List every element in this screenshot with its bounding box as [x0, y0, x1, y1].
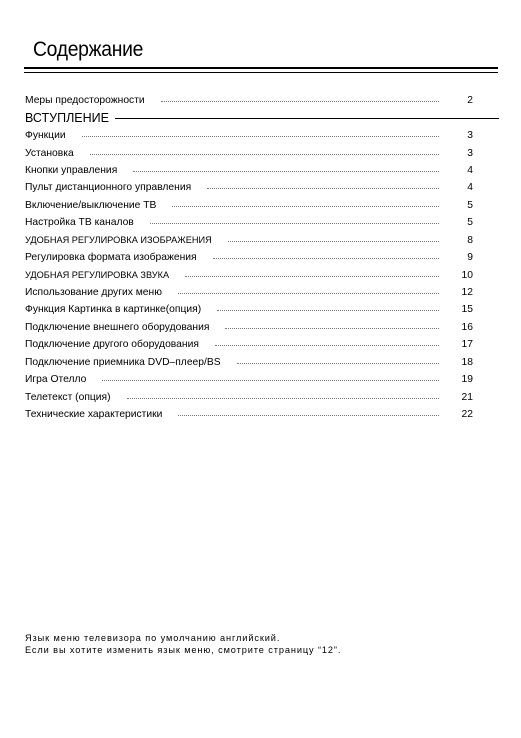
toc-entry-label: Технические характеристики: [25, 409, 163, 421]
toc-page-number: 22: [461, 409, 473, 421]
toc-page-number: 15: [461, 304, 473, 316]
toc-page-number: 5: [467, 199, 473, 211]
toc-section-label: ВСТУПЛЕНИЕ: [25, 111, 109, 126]
toc-entry-label: Меры предосторожности: [25, 95, 145, 107]
footnote-line-1: Язык меню телевизора по умолчанию английский.: [25, 633, 281, 643]
table-of-contents: [25, 92, 473, 423]
toc-entry[interactable]: [25, 127, 473, 144]
toc-dot-leader: [215, 345, 439, 346]
toc-page-number: 9: [467, 252, 473, 264]
toc-entry-label: Игра Отелло: [25, 374, 87, 386]
toc-page-number: 10: [461, 269, 473, 281]
toc-entry-label: Использование других меню: [25, 287, 162, 299]
toc-entry-label: Установка: [25, 147, 74, 159]
toc-entry-label: Включение/выключение ТВ: [25, 199, 157, 211]
toc-entry[interactable]: [25, 301, 473, 318]
toc-dot-leader: [237, 363, 439, 364]
toc-entry[interactable]: [25, 144, 473, 161]
toc-page-number: 3: [467, 130, 473, 142]
toc-page-number: 4: [467, 164, 473, 176]
toc-section-rule: [115, 118, 499, 119]
toc-dot-leader: [213, 258, 439, 259]
toc-entry-label: Кнопки управления: [25, 164, 118, 176]
toc-entry[interactable]: [25, 162, 473, 179]
toc-dot-leader: [133, 171, 439, 172]
toc-dot-leader: [185, 276, 439, 277]
toc-entry[interactable]: [25, 371, 473, 388]
toc-dot-leader: [178, 293, 439, 294]
toc-page-number: 18: [461, 356, 473, 368]
toc-page-number: 2: [467, 95, 473, 107]
toc-page-number: 12: [461, 287, 473, 299]
toc-dot-leader: [172, 206, 439, 207]
toc-entry-label: Пульт дистанционного управления: [25, 182, 192, 194]
toc-entry[interactable]: [25, 266, 473, 283]
toc-entry[interactable]: [25, 179, 473, 196]
toc-entry[interactable]: [25, 232, 473, 249]
toc-page-number: 16: [461, 321, 473, 333]
toc-dot-leader: [102, 380, 439, 381]
toc-section-heading: [25, 109, 473, 126]
toc-entry[interactable]: [25, 388, 473, 405]
toc-page-number: 17: [461, 339, 473, 351]
toc-entry-label: Регулировка формата изображения: [25, 252, 197, 264]
toc-entry-label: Подключение приемника DVD–плеер/BS: [25, 356, 221, 368]
toc-dot-leader: [178, 415, 439, 416]
toc-dot-leader: [82, 136, 439, 137]
toc-entry[interactable]: [25, 284, 473, 301]
footnote: [25, 632, 341, 656]
footnote-line-2: Если вы хотите изменить язык меню, смотрите страницу “12”.: [25, 645, 342, 655]
toc-page-number: 5: [467, 217, 473, 229]
toc-dot-leader: [127, 398, 439, 399]
toc-entry-label: Подключение внешнего оборудования: [25, 321, 210, 333]
toc-entry-label: Подключение другого оборудования: [25, 339, 199, 351]
toc-page-number: 19: [461, 374, 473, 386]
toc-entry-label: УДОБНАЯ РЕГУЛИРОВКА ЗВУКА: [25, 270, 170, 281]
toc-page-number: 21: [461, 391, 473, 403]
toc-page-number: 4: [467, 182, 473, 194]
title-rule-thick: [24, 67, 498, 69]
toc-entry-label: Настройка ТВ каналов: [25, 217, 134, 229]
toc-entry-label: Функция Картинка в картинке(опция): [25, 304, 202, 316]
toc-dot-leader: [228, 241, 439, 242]
toc-entry[interactable]: [25, 319, 473, 336]
toc-entry-label: Функции: [25, 130, 66, 142]
toc-dot-leader: [161, 101, 439, 102]
toc-dot-leader: [217, 310, 439, 311]
toc-entry[interactable]: [25, 197, 473, 214]
toc-entry[interactable]: [25, 354, 473, 371]
toc-entry[interactable]: [25, 336, 473, 353]
toc-entry-label: Телетекст (опция): [25, 391, 111, 403]
toc-dot-leader: [207, 188, 439, 189]
toc-entry[interactable]: [25, 214, 473, 231]
toc-dot-leader: [90, 154, 439, 155]
toc-entry[interactable]: [25, 92, 473, 109]
title-rule-thin: [24, 72, 498, 73]
toc-entry[interactable]: [25, 406, 473, 423]
toc-page-number: 3: [467, 147, 473, 159]
page-title: Содержание: [33, 38, 144, 61]
toc-dot-leader: [225, 328, 439, 329]
toc-dot-leader: [150, 223, 439, 224]
toc-entry[interactable]: [25, 249, 473, 266]
toc-page-number: 8: [467, 234, 473, 246]
toc-entry-label: УДОБНАЯ РЕГУЛИРОВКА ИЗОБРАЖЕНИЯ: [25, 235, 212, 246]
